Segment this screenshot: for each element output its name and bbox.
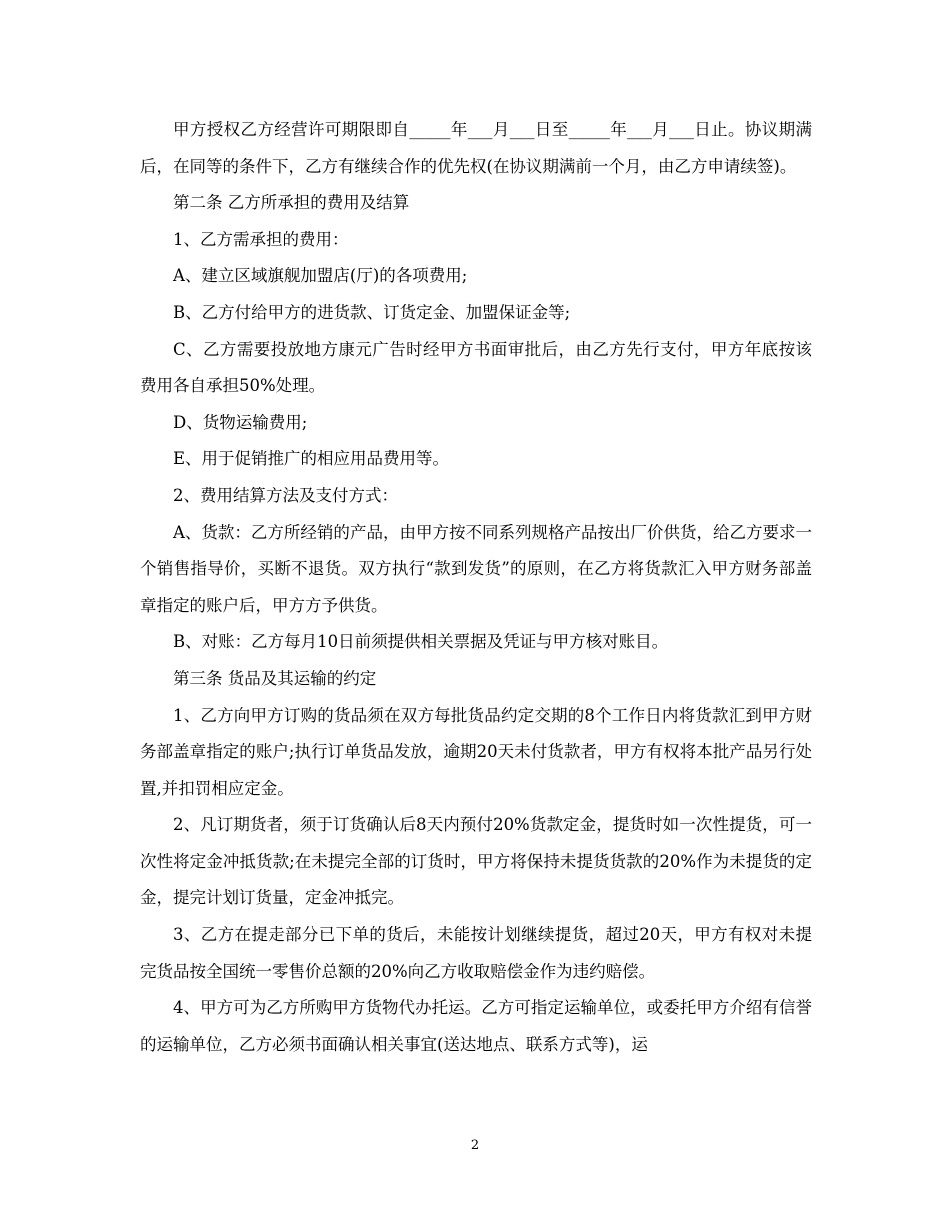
paragraph-goods-4: 4、甲方可为乙方所购甲方货物代办托运。乙方可指定运输单位，或委托甲方介绍有信誉的运输单位，乙方必须书面确认相关事宜(送达地点、联系方式等)，运 [140, 998, 812, 1054]
paragraph-cost-e: E、用于促销推广的相应用品费用等。 [173, 449, 450, 469]
document-body [140, 112, 812, 1063]
paragraph-settlement-title: 2、费用结算方法及支付方式： [173, 485, 398, 505]
page-number: 2 [470, 1138, 480, 1153]
paragraph-costs-title: 1、乙方需承担的费用： [173, 229, 349, 249]
paragraph-goods-3: 3、乙方在提走部分已下单的货后，未能按计划继续提货，超过20天，甲方有权对未提完货品按全国统一零售价总额的20%向乙方收取赔偿金作为违约赔偿。 [140, 925, 812, 981]
heading-article-2: 第二条 乙方所承担的费用及结算 [173, 193, 410, 213]
paragraph-settlement-b: B、对账：乙方每月10日前须提供相关票据及凭证与甲方核对账目。 [173, 632, 669, 652]
paragraph-cost-d: D、货物运输费用; [173, 412, 308, 432]
paragraph-goods-1: 1、乙方向甲方订购的货品须在双方每批货品约定交期的8个工作日内将货款汇到甲方财务部盖章指定的账户;执行订单货品发放，逾期20天未付货款者，甲方有权将本批产品另行处置,并扣罚相应定金。 [140, 705, 812, 798]
paragraph-cost-c: C、乙方需要投放地方康元广告时经甲方书面审批后，由乙方先行支付，甲方年底按该费用各自承担50%处理。 [140, 339, 812, 396]
paragraph-cost-a: A、建立区域旗舰加盟店(厅)的各项费用; [173, 266, 468, 286]
paragraph-cost-b: B、乙方付给甲方的进货款、订货定金、加盟保证金等; [173, 302, 571, 322]
paragraph-goods-2: 2、凡订期货者，须于订货确认后8天内预付20%货款定金，提货时如一次性提货，可一次性将定金冲抵货款;在未提完全部的订货时，甲方将保持未提货货款的20%作为未提货的定金，提完计划订货量，定金冲抵完。 [140, 815, 812, 908]
heading-article-3: 第三条 货品及其运输的约定 [173, 668, 377, 688]
paragraph-license-term: 甲方授权乙方经营许可期限即自_____年___月___日至_____年___月___日止。协议期满后，在同等的条件下，乙方有继续合作的优先权(在协议期满前一个月，由乙方申请续签)。 [140, 120, 812, 176]
paragraph-settlement-a: A、货款：乙方所经销的产品，由甲方按不同系列规格产品按出厂价供货，给乙方要求一个销售指导价，买断不退货。双方执行“款到发货”的原则，在乙方将货款汇入甲方财务部盖章指定的账户后，甲方方予供货。 [140, 522, 812, 615]
